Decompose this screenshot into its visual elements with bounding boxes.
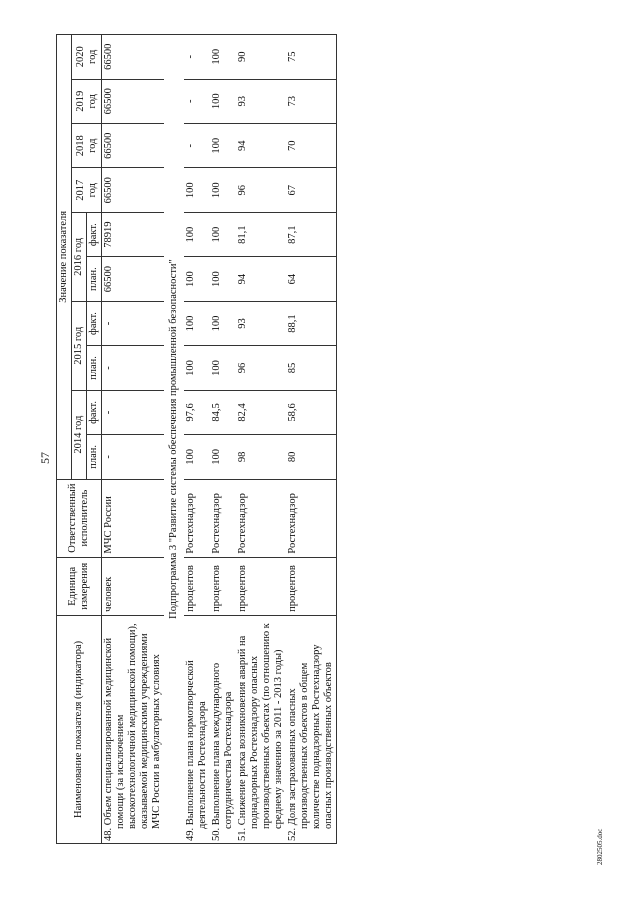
value-cell: - (184, 79, 210, 123)
indicator-name: 50. Выполнение плана международного сотрудничества Ростехнадзора (210, 615, 236, 843)
header-year-2015: 2015 год (72, 301, 87, 390)
value-cell: - (102, 390, 165, 434)
indicator-name: 52. Доля застрахованных опасных производственных объектов в общем количестве поднадзорных Ростехнадзору опасных производственных объектов (286, 615, 337, 843)
value-cell: 82,4 (236, 390, 286, 434)
value-cell: - (184, 124, 210, 168)
value-cell: 67 (286, 168, 337, 212)
table-body (102, 35, 337, 844)
value-cell: 97,6 (184, 390, 210, 434)
value-cell: - (102, 301, 165, 345)
value-cell: 100 (210, 79, 236, 123)
indicator-responsible: Ростехнадзор (236, 479, 286, 557)
value-cell: 100 (184, 168, 210, 212)
table-header (57, 35, 102, 844)
value-cell: 96 (236, 346, 286, 390)
header-value-group: Значение показателя (57, 35, 72, 480)
header-year-2014: 2014 год (72, 390, 87, 479)
indicator-responsible: Ростехнадзор (210, 479, 236, 557)
table-row (286, 35, 337, 844)
value-cell: 80 (286, 435, 337, 479)
table-row (102, 35, 165, 844)
value-cell: 66500 (102, 35, 165, 80)
value-cell: 100 (184, 212, 210, 256)
subprogram-row (164, 35, 184, 844)
value-cell: 66500 (102, 124, 165, 168)
table-row (210, 35, 236, 844)
value-cell: 66500 (102, 257, 165, 301)
header-year-2017: 2017 год (72, 168, 102, 212)
value-cell: 88,1 (286, 301, 337, 345)
indicator-table (56, 34, 337, 844)
value-cell: 100 (184, 435, 210, 479)
value-cell: 100 (210, 346, 236, 390)
header-year-2018: 2018 год (72, 124, 102, 168)
value-cell: 100 (210, 35, 236, 80)
value-cell: - (102, 435, 165, 479)
value-cell: 100 (210, 435, 236, 479)
value-cell: 87,1 (286, 212, 337, 256)
value-cell: 94 (236, 257, 286, 301)
header-plan: план. (87, 257, 102, 301)
table-row (236, 35, 286, 844)
value-cell: - (102, 346, 165, 390)
value-cell: 100 (210, 124, 236, 168)
header-fact: факт. (87, 301, 102, 345)
value-cell: 93 (236, 301, 286, 345)
header-fact: факт. (87, 390, 102, 434)
value-cell: 100 (210, 168, 236, 212)
value-cell: 73 (286, 79, 337, 123)
header-plan: план. (87, 346, 102, 390)
value-cell: 66500 (102, 79, 165, 123)
indicator-name: 51. Снижение риска возникновения аварий на поднадзорных Ростехнадзору опасных производственных объектах (по отношению к среднему значению за 2011 - 2013 годы) (236, 615, 286, 843)
value-cell: 100 (184, 346, 210, 390)
indicator-responsible: Ростехнадзор (184, 479, 210, 557)
indicator-responsible: Ростехнадзор (286, 479, 337, 557)
value-cell: 100 (210, 212, 236, 256)
header-plan: план. (87, 435, 102, 479)
indicator-unit: процентов (286, 557, 337, 615)
header-name: Наименование показателя (индикатора) (57, 615, 102, 843)
value-cell: 98 (236, 435, 286, 479)
value-cell: 66500 (102, 168, 165, 212)
value-cell: 100 (210, 301, 236, 345)
indicator-unit: процентов (210, 557, 236, 615)
header-year-2016: 2016 год (72, 212, 87, 301)
header-unit: Единица измерения (57, 557, 102, 615)
indicator-responsible: МЧС России (102, 479, 165, 557)
indicator-unit: процентов (236, 557, 286, 615)
indicator-unit: человек (102, 557, 165, 615)
indicator-unit: процентов (184, 557, 210, 615)
header-responsible: Ответственный исполнитель (57, 479, 102, 557)
table-row (184, 35, 210, 844)
value-cell: 58,6 (286, 390, 337, 434)
value-cell: 70 (286, 124, 337, 168)
value-cell: 84,5 (210, 390, 236, 434)
footer-document-code: 2802505.doc (596, 828, 604, 865)
value-cell: 85 (286, 346, 337, 390)
value-cell: 64 (286, 257, 337, 301)
page-number: 57 (38, 452, 52, 464)
value-cell: 94 (236, 124, 286, 168)
value-cell: 100 (184, 301, 210, 345)
value-cell: 90 (236, 35, 286, 80)
header-fact: факт. (87, 212, 102, 256)
indicator-name: 49. Выполнение плана нормотворческой деятельности Ростехнадзора (184, 615, 210, 843)
value-cell: 100 (184, 257, 210, 301)
value-cell: 96 (236, 168, 286, 212)
value-cell: 93 (236, 79, 286, 123)
value-cell: 100 (210, 257, 236, 301)
value-cell: - (184, 35, 210, 80)
rotated-table-area (56, 34, 593, 844)
value-cell: 78919 (102, 212, 165, 256)
header-year-2019: 2019 год (72, 79, 102, 123)
subprogram-title: Подпрограмма 3 "Развитие системы обеспечения промышленной безопасности" (164, 35, 184, 844)
value-cell: 75 (286, 35, 337, 80)
rotated-content (56, 34, 593, 844)
header-year-2020: 2020 год (72, 35, 102, 80)
indicator-name: 48. Объем специализированной медицинской помощи (за исключением высокотехнологичной медицинской помощи), оказываемой медицинскими учреждениями МЧС России в амбулаторных условиях (102, 615, 165, 843)
value-cell: 81,1 (236, 212, 286, 256)
